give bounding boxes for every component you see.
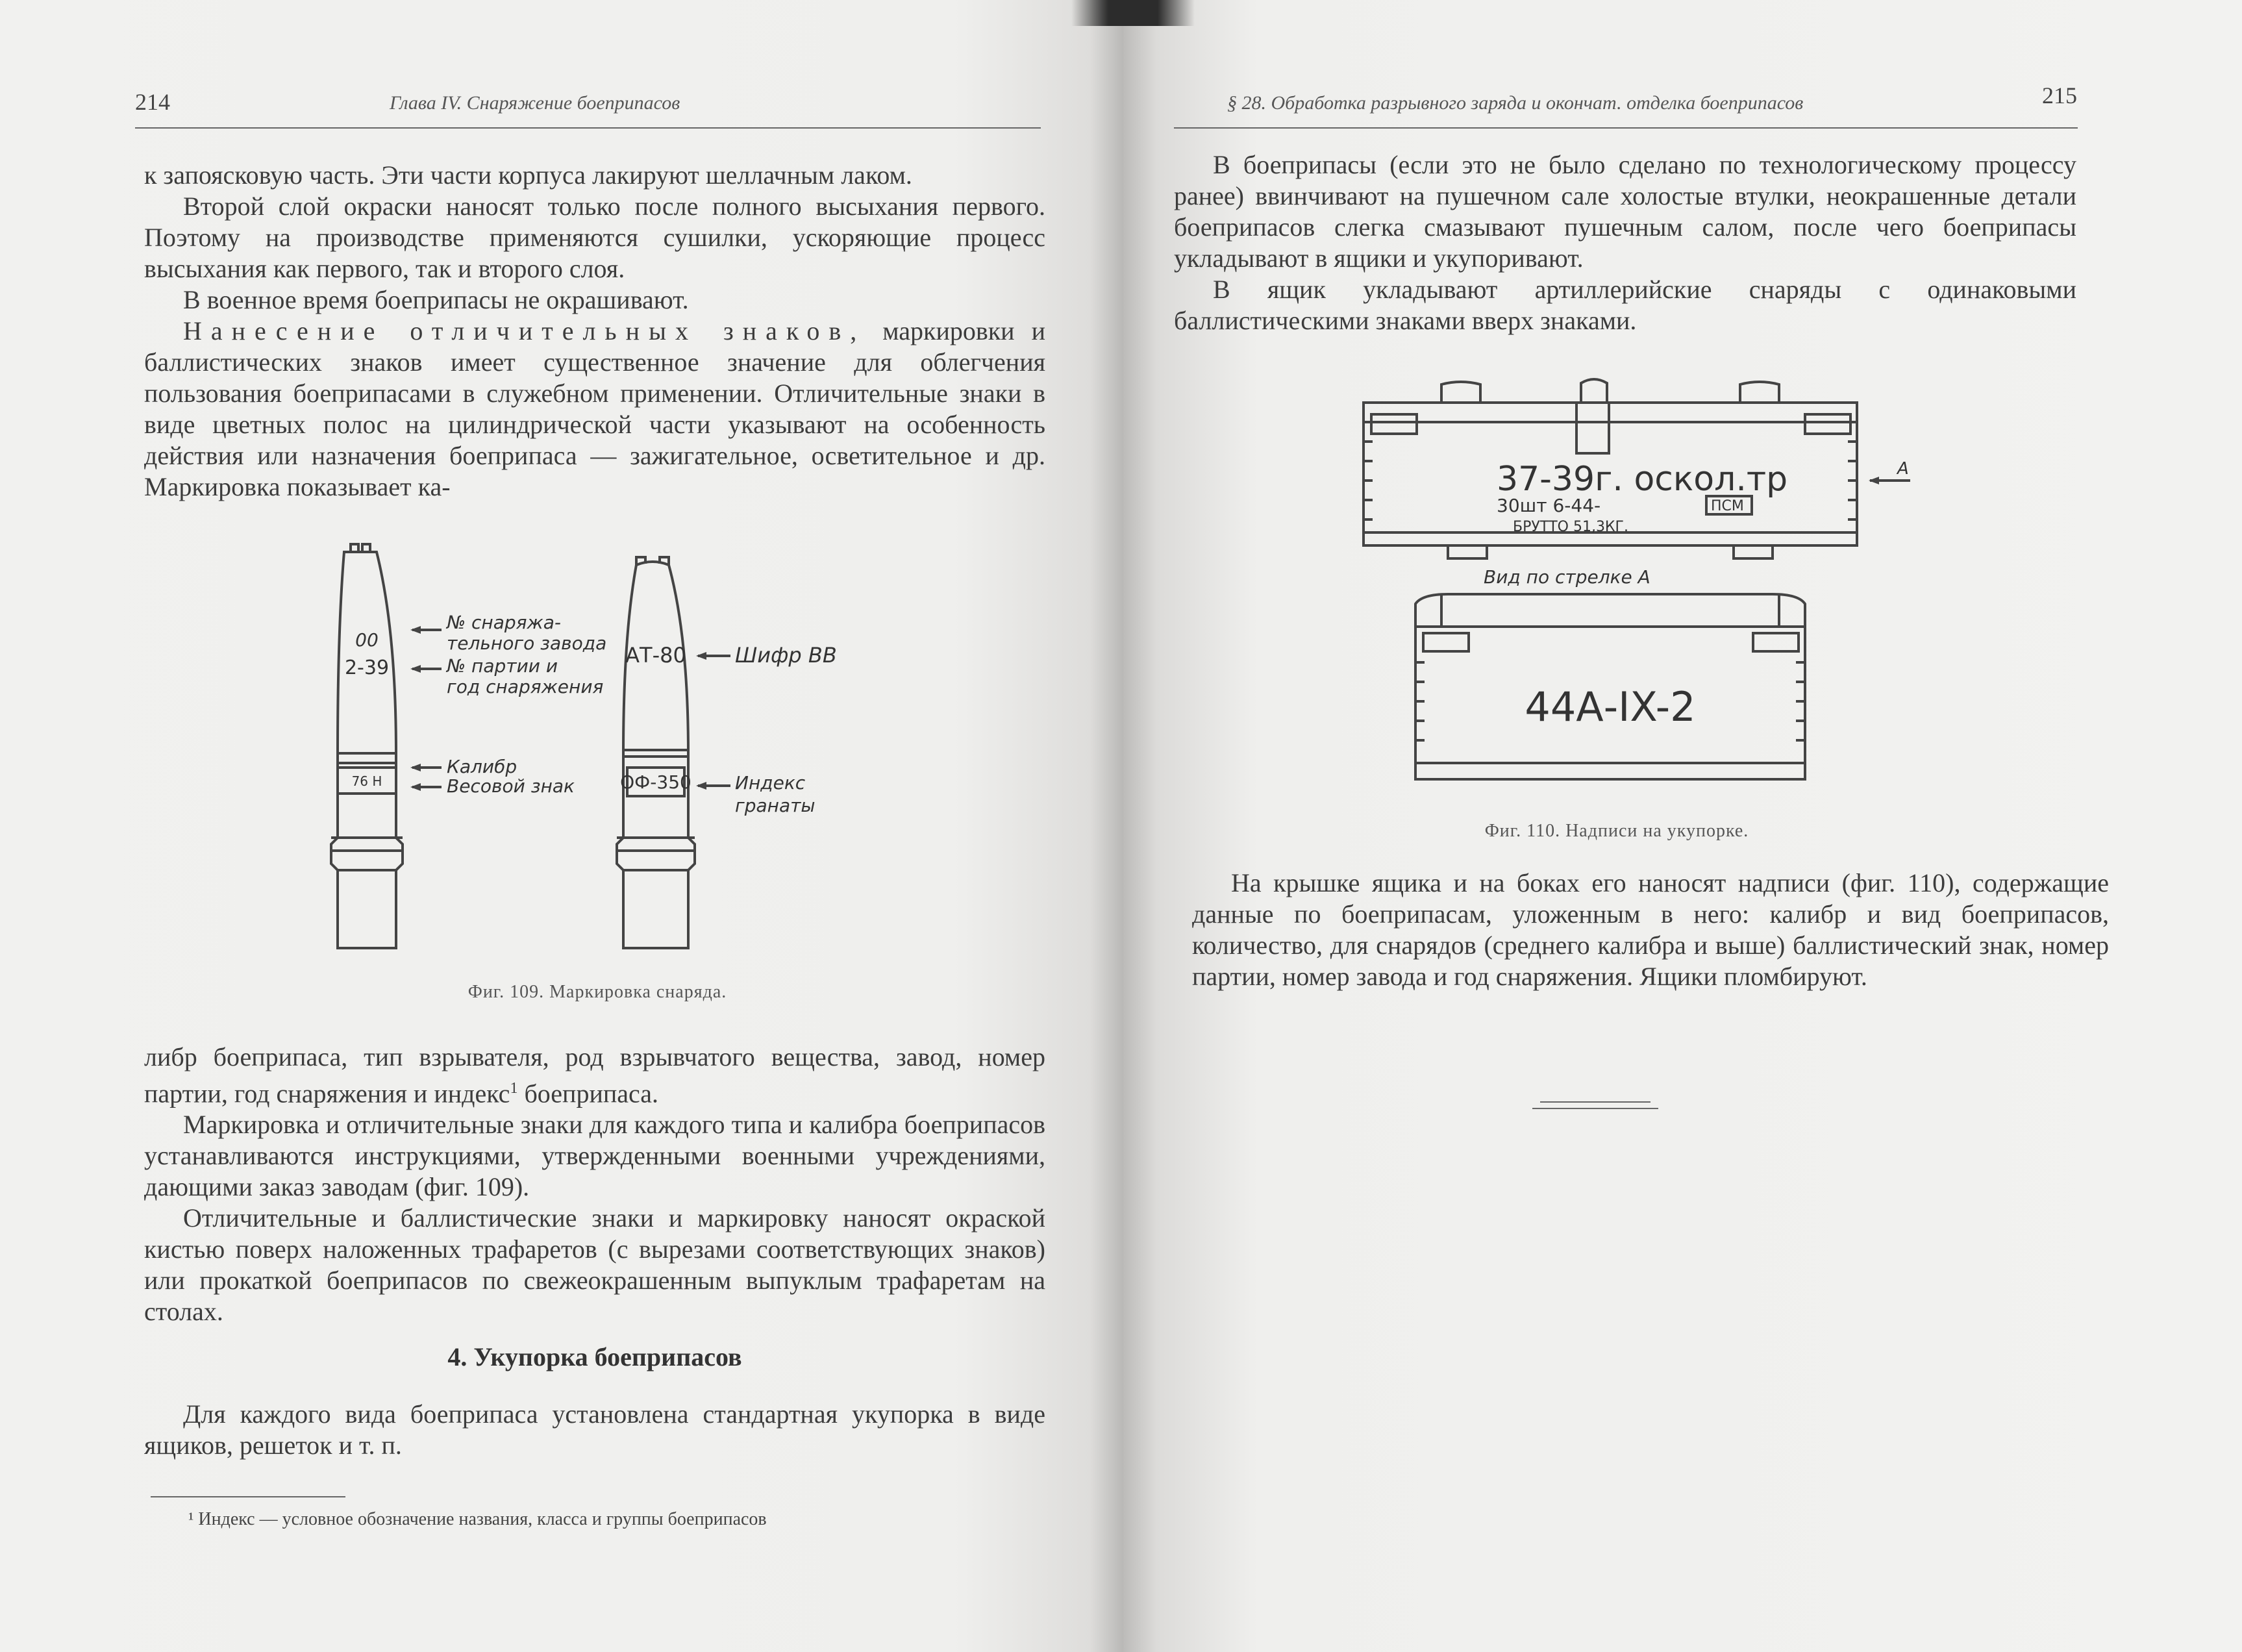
shell-left-mark-mid: 2-39 [344,657,390,679]
box-top-line3: БРУТТО 51,3КГ. [1513,519,1628,535]
figure-110-caption: Фиг. 110. Надписи на укупорке. [1484,821,1749,841]
box-top-line1: 37-39г. оскол.тр [1497,460,1788,499]
shell-left-mark-top: 00 [355,629,379,651]
paragraph [144,316,1045,503]
box-top-line2: 30шт 6-44- [1497,495,1601,516]
end-rule-1 [1540,1101,1650,1103]
running-head-left: Глава IV. Снаряжение боеприпасов [390,92,680,114]
paragraph: В боеприпасы (если это не было сделано по технологическому процессу ранее) ввинчивают на пушечном сале холостые втулки, неокрашенные детали боеприпасов слегка смазывают пушечным салом, после чего боеприпасы укладывают в ящики и укупоривают. [1174,150,2076,273]
paragraph: На крышке ящика и на боках его наносят надписи (фиг. 110), содержащие данные по боеприпасам, уложенным в него: калибр и вид боеприпасов, количество, для снарядов (среднего калибра и выше) баллистический знак, номер партии, номер завода и год снаряжения. Ящики пломбируют. [1192,868,2109,991]
paragraph-rest: маркировки и баллистических знаков имеет существенное значение для облегчения пользования боеприпасами в служебном применении. Отличительные знаки в виде цветных полос на цилиндрической части указывают на особенность действия или назначения боеприпаса — зажигательное, осветительное и др. Маркировка показывает ка- [144,316,1045,501]
figure-109-caption: Фиг. 109. Маркировка снаряда. [467,982,727,1002]
gutter-shadow [1071,0,1195,26]
header-rule-right [1174,127,2078,129]
label-weight: Весовой знак [447,775,575,797]
shell-left-mark-band: 76 Н [351,773,382,789]
right-text-bottom [1192,868,2109,992]
paragraph: В ящик укладывают артиллерийские снаряды с одинаковыми баллистическими знаками вверх знаками. [1174,275,2076,335]
label-index-1: Индекс [735,772,806,794]
running-head-right: § 28. Обработка разрывного заряда и окончат. отделка боеприпасов [1227,92,1804,114]
figure-110 [1351,370,1922,805]
label-batch-1: № партии и [447,655,558,677]
paragraph: В военное время боеприпасы не окрашивают. [183,285,689,314]
header-rule-left [135,127,1041,129]
paragraph: Отличительные и баллистические знаки и маркировку наносят окраской кистью поверх наложенных трафаретов (с вырезами соответствующих знаков) или прокаткой боеприпасов по свежеокрашенным выпуклым трафаретам на столах. [144,1203,1045,1327]
spaced-lead: Нанесение отличительных знаков, [183,316,866,345]
label-caliber: Калибр [447,756,517,777]
end-rule-2 [1532,1108,1658,1109]
shell-right-mark-band: ОФ-350 [620,771,691,793]
footnote: ¹ Индекс — условное обозначение названия, класса и группы боеприпасов [188,1509,767,1529]
label-index-2: гранаты [735,795,816,816]
section-title: 4. Укупорка боеприпасов [447,1342,742,1371]
label-explosive: Шифр ВВ [735,643,837,668]
box-side-marking: 44А-IX-2 [1525,683,1696,731]
shell-right-outline [617,562,695,948]
arrow-a-label: А [1897,459,1909,479]
label-batch-2: год снаряжения [447,676,604,697]
left-text-section [144,1399,1045,1461]
paragraph-tail: боеприпаса. [517,1079,658,1108]
label-factory-1: № снаряжа- [447,612,561,633]
paragraph: Маркировка и отличительные знаки для каждого типа и калибра боеприпасов устанавливаются инструкциями, утвержденными военными учреждениями, дающими заказ заводам (фиг. 109). [144,1110,1045,1202]
paragraph: Второй слой окраски наносят только после полного высыхания первого. Поэтому на производстве применяются сушилки, ускоряющие процесс высыхания как первого, так и второго слоя. [144,192,1045,283]
label-factory-2: тельного завода [447,632,607,654]
footnote-mark: 1 [510,1080,518,1097]
view-label: Вид по стрелке А [1484,566,1650,588]
right-page [1123,0,2242,1652]
right-text-top [1174,149,2076,336]
footnote-rule [151,1496,345,1497]
shell-left-outline [331,552,403,948]
paragraph [144,1042,1045,1109]
left-text-top [144,160,1045,503]
left-text-bottom [144,1042,1045,1327]
paragraph-text: либр боеприпаса, тип взрывателя, род взрывчатого вещества, завод, номер партии, год снаряжения и индекс [144,1042,1045,1108]
shell-right-mark-top: АТ-80 [625,643,686,668]
paragraph: Для каждого вида боеприпаса установлена стандартная укупорка в виде ящиков, решеток и т. п. [144,1399,1045,1460]
page-number-right: 215 [2042,82,2077,108]
page-number-left: 214 [135,89,170,115]
paragraph: к запоясковую часть. Эти части корпуса лакируют шеллачным лаком. [144,160,912,190]
figure-109 [299,532,896,961]
box-top-line2-boxed: ПСМ [1711,498,1744,514]
